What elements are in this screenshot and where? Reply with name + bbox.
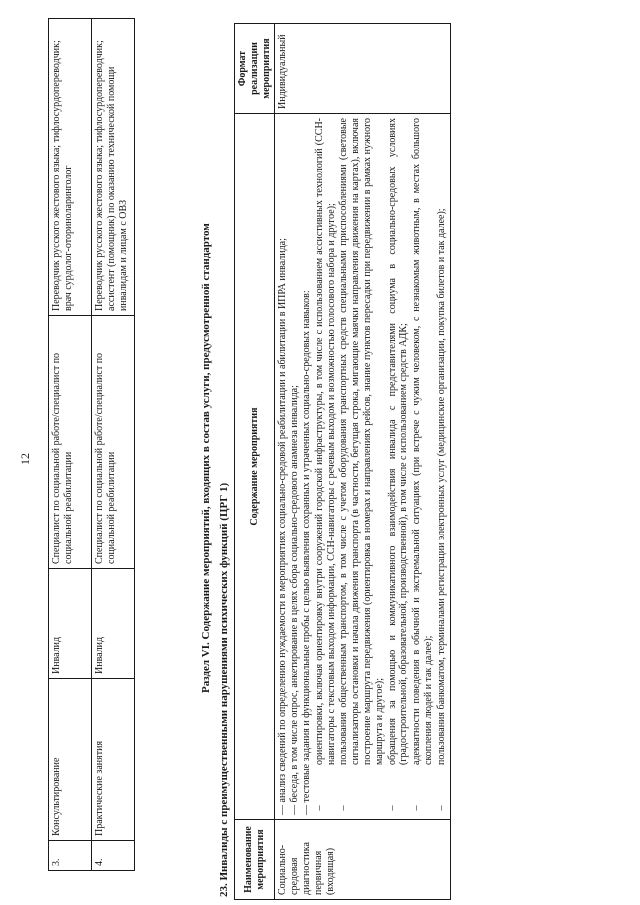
subsection-title: 23. Инвалиды с преимущественными нарушениями психических функций (ЦРГ 1) [218, 482, 230, 897]
table-row [275, 24, 450, 900]
list-dash: – [435, 805, 447, 811]
row-number: 4. [92, 841, 135, 871]
activity-name: Практические занятия [92, 679, 135, 841]
header-activity-content: Содержание мероприятия [235, 114, 275, 820]
list-item-text: пользования общественным транспортом, в том числе с учетом оборудования транспортных средств специальными приспособлениями (световые сигнализаторы остановки и начала движения транспорта (в частности, бегущая строка, мигающие маячки направления движения на картах), включая построение маршрута передвижения (ориентировка в номерах и направлениях рейсов, знание пунктов пересадки при передвижении в рамках нужного маршрута и другое); [338, 118, 385, 765]
list-dash: – [338, 805, 350, 811]
activities-table [234, 23, 451, 900]
list-dash: – [313, 805, 325, 811]
list-item-text: обращения за помощью и коммуникативного взаимодействия инвалида с представителями социума в социально-средовых условиях (градостроительной, образовательной, производственной), в том числе с использованием средств АДК; [386, 118, 410, 765]
activity-content [275, 114, 450, 820]
activity-name: Консультирование [49, 679, 92, 841]
header-format: Формат реализации мероприятия [235, 24, 275, 114]
specialist: Специалист по социальной работе/специалист по социальной реабилитации [49, 316, 92, 569]
list-dash: – [386, 805, 398, 811]
list-item [411, 118, 435, 815]
recipient: Инвалид [92, 569, 135, 679]
row-number: 3. [49, 841, 92, 871]
recipient: Инвалид [49, 569, 92, 679]
list-item-text: адекватности поведения в обычной и экстремальной ситуациях (при встрече с чужим человеком, с незнакомым животным, в местах большого скопления людей и так далее); [411, 118, 434, 765]
list-dash: – [411, 805, 423, 811]
content-paragraph: — анализ сведений по определению нуждаемости в мероприятиях социально-средовой реабилитации и абилитации в ИПРА инвалида; [277, 238, 289, 815]
table-header-row [235, 24, 275, 900]
table-row [49, 19, 92, 871]
list-item [436, 118, 448, 815]
assistant: Переводчик русского жестового языка; тифлосурдопереводчик; врач сурдолог-оториноларинголог [49, 19, 92, 316]
specialist: Специалист по социальной работе/специалист по социальной реабилитации [92, 316, 135, 569]
list-item-text: пользования банкоматом, терминалами регистрации электронных услуг (медицинские организации, покупка билетов и так далее); [435, 208, 447, 765]
section-title: Раздел VI. Содержание мероприятий, входящих в состав услуги, предусмотренной стандартом [200, 223, 212, 693]
activity-format: Индивидуальный [275, 24, 450, 114]
list-item [314, 118, 338, 815]
list-item-text: ориентировки, включая ориентировку внутри сооружений городской инфраструктуры, в том числе с использованием ассистивных технологий (ССН-навигаторы с текстовым выходом информации, ССН-навигаторы с речевым выходом и возможностью голосового набора и другое); [313, 118, 337, 765]
content-paragraph: — тестовые задания и функциональные пробы с целью выявления сохранных и утраченных социально-средовых навыков: [300, 290, 312, 815]
list-item [338, 118, 385, 815]
content-paragraph: — беседа, в том числе опрос, анкетирование в целях сбора социально-средового анамнеза инвалида; [289, 385, 301, 815]
table-row [92, 19, 135, 871]
header-activity-name: Наименование мероприятия [235, 820, 275, 900]
page-number: 12 [18, 453, 32, 465]
list-item [387, 118, 411, 815]
services-table-continued [48, 18, 135, 871]
activity-name: Социально-средовая диагностика первичная (входящая) [275, 820, 450, 900]
assistant: Переводчик русского жестового языка; тифлосурдопереводчик; ассистент (помощник) по оказанию технической помощи инвалидам и лицам с ОВЗ [92, 19, 135, 316]
